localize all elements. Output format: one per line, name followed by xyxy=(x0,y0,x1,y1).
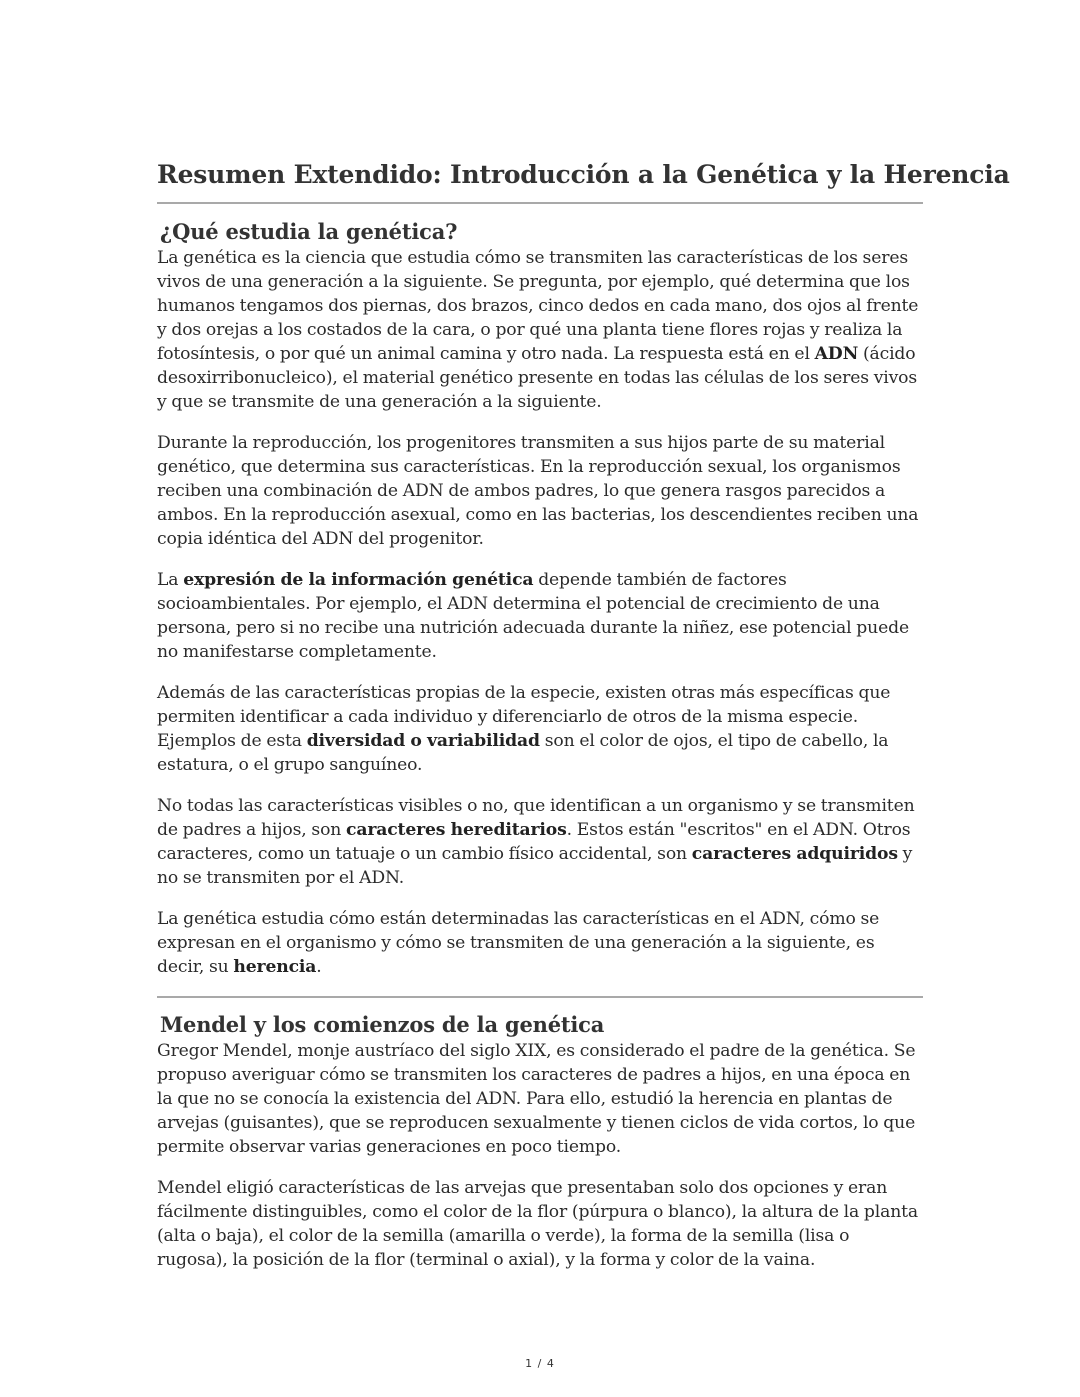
document-title: Resumen Extendido: Introducción a la Genética y la Herencia xyxy=(157,160,1010,189)
paragraph xyxy=(157,907,923,979)
bold-term: caracteres adquiridos xyxy=(691,844,898,864)
paragraph-text: (ácido desoxirribonucleico), el material genético presente en todas las células de los seres vivos y que se transmite de una generación a la siguiente. xyxy=(157,344,918,412)
section-heading: ¿Qué estudia la genética? xyxy=(160,219,458,244)
paragraph xyxy=(157,681,923,777)
page-number: 1 / 4 xyxy=(525,1357,555,1370)
section-que-estudia-la-genetica xyxy=(157,218,923,979)
paragraph-text: No todas las características visibles o no, que identifican a un organismo y se transmiten de padres a hijos, son xyxy=(157,796,915,840)
section-divider xyxy=(157,996,923,998)
paragraph-text: Gregor Mendel, monje austríaco del siglo XIX, es considerado el padre de la genética. Se propuso averiguar cómo se transmiten los caracteres de padres a hijos, en una época en la que no se conocía la existencia del ADN. Para ello, estudió la herencia en plantas de arvejas (guisantes), que se reproducen sexualmente y tienen ciclos de vida cortos, lo que permite observar varias generaciones en poco tiempo. xyxy=(157,1041,916,1157)
paragraph-text: La genética estudia cómo están determinadas las características en el ADN, cómo se expresan en el organismo y cómo se transmiten de una generación a la siguiente, es decir, su xyxy=(157,909,880,977)
title-divider xyxy=(157,202,923,204)
paragraph xyxy=(157,431,923,551)
section-mendel xyxy=(157,1011,923,1272)
paragraph-text: Mendel eligió características de las arvejas que presentaban solo dos opciones y eran fácilmente distinguibles, como el color de la flor (púrpura o blanco), la altura de la planta (alta o baja), el color de la semilla (amarilla o verde), la forma de la semilla (lisa o rugosa), la posición de la flor (terminal o axial), y la forma y color de la vaina. xyxy=(157,1178,918,1270)
paragraph xyxy=(157,794,923,890)
bold-term: herencia xyxy=(233,957,317,977)
paragraph-text: . xyxy=(316,957,322,977)
bold-term: diversidad o variabilidad xyxy=(306,731,540,751)
paragraph-text: Durante la reproducción, los progenitores transmiten a sus hijos parte de su material genético, que determina sus características. En la reproducción sexual, los organismos reciben una combinación de ADN de ambos padres, lo que genera rasgos parecidos a ambos. En la reproducción asexual, como en las bacterias, los descendientes reciben una copia idéntica del ADN del progenitor. xyxy=(157,433,919,549)
paragraph-text: son el color de ojos, el tipo de cabello, la estatura, o el grupo sanguíneo. xyxy=(157,731,889,775)
bold-term: ADN xyxy=(814,344,859,364)
paragraph-text: depende también de factores socioambientales. Por ejemplo, el ADN determina el potencial de crecimiento de una persona, pero si no recibe una nutrición adecuada durante la niñez, ese potencial puede no manifestarse completamente. xyxy=(157,570,909,662)
paragraph-text: y no se transmiten por el ADN. xyxy=(157,844,913,888)
bold-term: caracteres hereditarios xyxy=(346,820,567,840)
paragraph-text: . Estos están "escritos" en el ADN. Otros caracteres, como un tatuaje o un cambio físico accidental, son xyxy=(157,820,911,864)
document-page xyxy=(157,155,1010,1272)
paragraph-text: La genética es la ciencia que estudia cómo se transmiten las características de los seres vivos de una generación a la siguiente. Se pregunta, por ejemplo, qué determina que los humanos tengamos dos piernas, dos brazos, cinco dedos en cada mano, dos ojos al frente y dos orejas a los costados de la cara, o por qué una planta tiene flores rojas y realiza la fotosíntesis, o por qué un animal camina y otro nada. La respuesta está en el xyxy=(157,248,919,364)
paragraph xyxy=(157,246,923,414)
paragraph xyxy=(157,1039,923,1159)
paragraph xyxy=(157,1176,923,1272)
paragraph-text: La xyxy=(157,570,184,590)
paragraph-text: Además de las características propias de la especie, existen otras más específicas que permiten identificar a cada individuo y diferenciarlo de otros de la misma especie. Ejemplos de esta xyxy=(157,683,891,751)
bold-term: expresión de la información genética xyxy=(183,570,534,590)
section-heading: Mendel y los comienzos de la genética xyxy=(160,1012,605,1037)
paragraph xyxy=(157,568,923,664)
